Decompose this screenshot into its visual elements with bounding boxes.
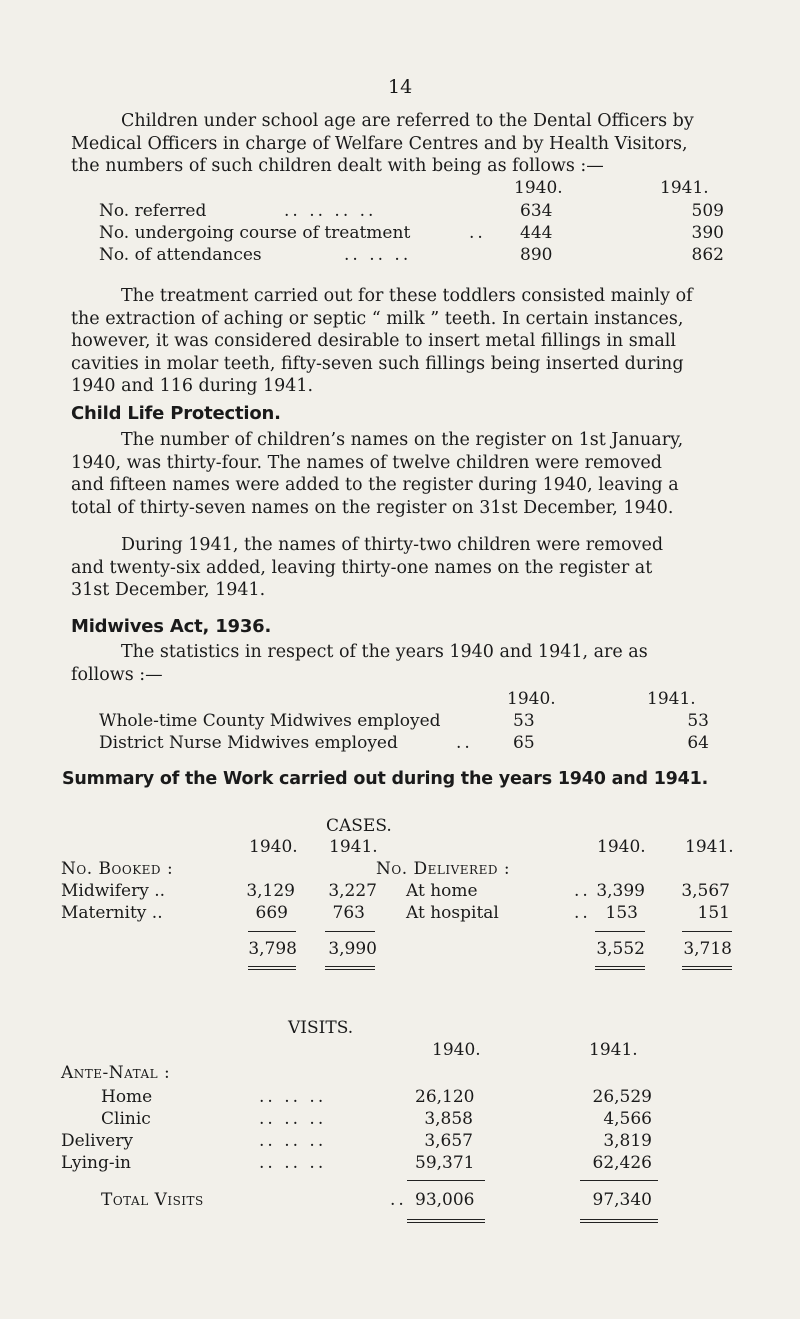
leader-dots: ..	[574, 903, 591, 923]
booked-1941: 3,227	[328, 881, 377, 901]
sum-rule	[595, 931, 645, 932]
summary-heading: Summary of the Work carried out during the years 1940 and 1941.	[62, 769, 709, 789]
total-visits-label: Total Visits	[101, 1190, 204, 1210]
treatment-line: cavities in molar teeth, fifty-seven such fillings being inserted during	[71, 353, 684, 374]
paragraph-line: 31st December, 1941.	[71, 580, 266, 600]
value-1941: 862	[691, 245, 724, 265]
delivered-place: At hospital	[406, 903, 499, 923]
total-booked-1940: 3,798	[248, 939, 297, 959]
leader-dots: .. .. .. ..	[284, 201, 377, 221]
visits-header-1941: 1941.	[589, 1040, 638, 1060]
leader-dots: .. .. ..	[259, 1109, 327, 1129]
leader-dots: ..	[574, 881, 591, 901]
value-1941: 53	[687, 711, 709, 731]
delivered-header-1940: 1940.	[597, 837, 646, 857]
paragraph-line: and twenty-six added, leaving thirty-one names on the register at	[71, 557, 653, 578]
double-rule	[248, 966, 296, 970]
delivered-place: At home	[406, 881, 478, 901]
paragraph-line: follows :—	[71, 664, 163, 685]
booked-header-1940: 1940.	[249, 837, 298, 857]
sum-rule	[407, 1180, 485, 1181]
paragraph-line: The number of children’s names on the register on 1st January,	[121, 430, 684, 450]
value-1941: 3,819	[603, 1131, 652, 1151]
value-1940: 634	[520, 201, 553, 221]
value-1940: 890	[520, 245, 553, 265]
child-life-paragraph-2	[71, 534, 725, 602]
row-label: Whole-time County Midwives employed	[99, 711, 441, 731]
leader-dots: .. .. ..	[259, 1087, 327, 1107]
value-1941: 26,529	[592, 1087, 652, 1107]
value-1941: 509	[691, 201, 724, 221]
double-rule	[407, 1219, 485, 1223]
intro-paragraph	[71, 110, 723, 178]
header-1941: 1941.	[647, 689, 696, 709]
total-visits-1941: 97,340	[592, 1190, 652, 1210]
value-1941: 390	[691, 223, 724, 243]
row-label: No. undergoing course of treatment	[99, 223, 411, 243]
delivered-1941: 151	[697, 903, 730, 923]
intro-line: the numbers of such children dealt with being as follows :—	[71, 156, 604, 176]
leader-dots: ..	[469, 223, 486, 243]
double-rule	[595, 966, 645, 970]
leader-dots: .. .. ..	[344, 245, 412, 265]
leader-dots: ..	[456, 733, 473, 753]
leader-dots: .. .. ..	[259, 1131, 327, 1151]
row-label: Midwifery ..	[61, 881, 166, 901]
booked-1941: 763	[332, 903, 365, 923]
midwives-heading: Midwives Act, 1936.	[71, 616, 272, 637]
row-label: Maternity ..	[61, 903, 163, 923]
value-1941: 4,566	[603, 1109, 652, 1129]
visits-header-1940: 1940.	[432, 1040, 481, 1060]
cases-title: CASES.	[326, 816, 392, 836]
row-label: Delivery	[61, 1131, 133, 1151]
booked-label: No. Booked :	[61, 859, 174, 879]
delivered-1940: 3,399	[596, 881, 645, 901]
value-1940: 53	[513, 711, 535, 731]
header-1940: 1940.	[514, 178, 563, 198]
treatment-paragraph	[71, 285, 725, 398]
visits-title: VISITS.	[288, 1018, 354, 1038]
paragraph-line: The statistics in respect of the years 1940 and 1941, are as	[121, 642, 648, 662]
value-1940: 3,858	[424, 1109, 473, 1129]
page-number: 14	[388, 76, 413, 98]
sum-rule	[580, 1180, 658, 1181]
booked-1940: 669	[255, 903, 288, 923]
treatment-line: the extraction of aching or septic “ milk ” teeth. In certain instances,	[71, 308, 684, 329]
treatment-line: 1940 and 116 during 1941.	[71, 376, 314, 396]
delivered-header-1941: 1941.	[685, 837, 734, 857]
value-1941: 62,426	[592, 1153, 652, 1173]
sum-rule	[325, 931, 375, 932]
paragraph-line: total of thirty-seven names on the register on 31st December, 1940.	[71, 497, 674, 518]
value-1940: 3,657	[424, 1131, 473, 1151]
paragraph-line: and fifteen names were added to the register during 1940, leaving a	[71, 475, 679, 495]
booked-1940: 3,129	[246, 881, 295, 901]
value-1941: 64	[687, 733, 709, 753]
paragraph-line: During 1941, the names of thirty-two children were removed	[121, 535, 664, 555]
delivered-1940: 153	[605, 903, 638, 923]
delivered-label: No. Delivered :	[376, 859, 511, 879]
intro-line: Medical Officers in charge of Welfare Centres and by Health Visitors,	[71, 133, 688, 154]
header-1941: 1941.	[660, 178, 709, 198]
value-1940: 59,371	[415, 1153, 475, 1173]
ante-natal-label: Ante-Natal :	[61, 1063, 171, 1083]
total-visits-1940: 93,006	[415, 1190, 475, 1210]
value-1940: 26,120	[415, 1087, 475, 1107]
treatment-line: The treatment carried out for these toddlers consisted mainly of	[121, 286, 693, 306]
leader-dots: .. .. ..	[259, 1153, 327, 1173]
midwives-intro	[71, 641, 725, 686]
total-delivered-1941: 3,718	[683, 939, 732, 959]
treatment-line: however, it was considered desirable to insert metal fillings in small	[71, 331, 676, 351]
row-label: Clinic	[101, 1109, 151, 1129]
row-label: Home	[101, 1087, 153, 1107]
leader-dots: ..	[390, 1190, 407, 1210]
row-label: District Nurse Midwives employed	[99, 733, 398, 753]
value-1940: 444	[520, 223, 553, 243]
child-life-paragraph-1	[71, 429, 725, 519]
child-life-heading: Child Life Protection.	[71, 403, 281, 424]
row-label: No. referred	[99, 201, 207, 221]
intro-line: Children under school age are referred to the Dental Officers by	[121, 111, 694, 131]
header-1940: 1940.	[507, 689, 556, 709]
total-delivered-1940: 3,552	[596, 939, 645, 959]
double-rule	[580, 1219, 658, 1223]
delivered-1941: 3,567	[681, 881, 730, 901]
double-rule	[682, 966, 732, 970]
booked-header-1941: 1941.	[329, 837, 378, 857]
total-booked-1941: 3,990	[328, 939, 377, 959]
row-label: Lying-in	[61, 1153, 131, 1173]
paragraph-line: 1940, was thirty-four. The names of twelve children were removed	[71, 452, 662, 473]
row-label: No. of attendances	[99, 245, 262, 265]
sum-rule	[682, 931, 732, 932]
sum-rule	[248, 931, 296, 932]
double-rule	[325, 966, 375, 970]
value-1940: 65	[513, 733, 535, 753]
